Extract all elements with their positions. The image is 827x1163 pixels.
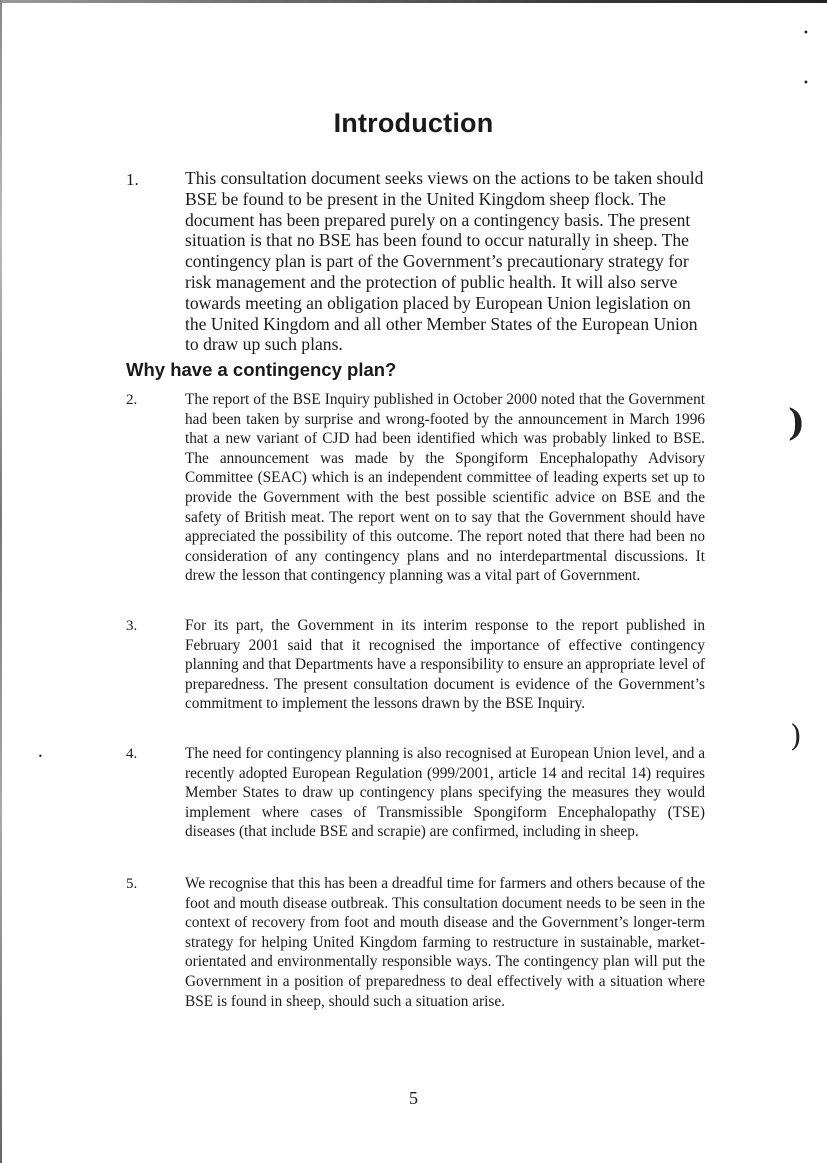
paragraph-text: We recognise that this has been a dreadful time for farmers and others because of the foot and mouth disease outbreak. This consultation document needs to be seen in the context of recovery from foot and mouth disease and the Government’s longer-term strategy for helping United Kingdom farming to restructure in sustainable, market-orientated and environmentally responsible ways. The contingency plan will put the Government in a position of preparedness to deal effectively with a situation where BSE is found in sheep, should such a situation arise.: [185, 875, 705, 1010]
scan-margin-mark: ): [788, 402, 806, 444]
scan-speck: •: [38, 752, 43, 761]
paragraph-number: 3.: [126, 618, 138, 634]
scan-speck: •: [803, 78, 809, 89]
scan-margin-mark: ): [790, 719, 802, 754]
paragraph-text: The report of the BSE Inquiry published in October 2000 noted that the Government had been taken by surprise and wrong-footed by the announcement in March 1996 that a new variant of CJD had been identified which was probably linked to BSE. The announcement was made by the Spongiform Encephalopathy Advisory Committee (SEAC) which is an independent committee of leading experts set up to provide the Government with the best possible scientific advice on BSE and the safety of British meat. The report went on to say that the Government should have appreciated the possibility of this outcome. The report noted that there had been no consideration of any contingency plans and no interdepartmental discussions. It drew the lesson that contingency planning was a vital part of Government.: [185, 391, 705, 585]
scan-top-rule: [0, 0, 827, 3]
page-title: Introduction: [333, 108, 494, 138]
paragraph-text: For its part, the Government in its interim response to the report published in February 2001 said that it recognised the importance of effective contingency planning and that Departments have a responsibility to ensure an appropriate level of preparedness. The present consultation document is evidence of the Government’s commitment to implement the lessons drawn by the BSE Inquiry.: [185, 617, 705, 713]
paragraph-number: 5.: [126, 876, 138, 892]
section-heading: Why have a contingency plan?: [126, 359, 397, 380]
paragraph-text: This consultation document seeks views on the actions to be taken should BSE be found to be present in the United Kingdom sheep flock. The document has been prepared purely on a contingency basis. The present situation is that no BSE has been found to occur naturally in sheep. The contingency plan is part of the Government’s precautionary strategy for risk management and the protection of public health. It will also serve towards meeting an obligation placed by European Union legislation on the United Kingdom and all other Member States of the European Union to draw up such plans.: [185, 168, 704, 355]
paragraph-number: 1.: [126, 170, 139, 189]
page-number: 5: [409, 1088, 418, 1108]
scan-speck: •: [803, 28, 809, 39]
paragraph-number: 2.: [126, 392, 138, 408]
paragraph-text: The need for contingency planning is also recognised at European Union level, and a recently adopted European Regulation (999/2001, article 14 and recital 14) requires Member States to draw up contingency plans specifying the measures they would implement where cases of Transmissible Spongiform Encephalopathy (TSE) diseases (that include BSE and scrapie) are confirmed, including in sheep.: [185, 745, 705, 841]
scan-left-edge: [0, 0, 2, 1163]
paragraph-number: 4.: [126, 746, 138, 762]
